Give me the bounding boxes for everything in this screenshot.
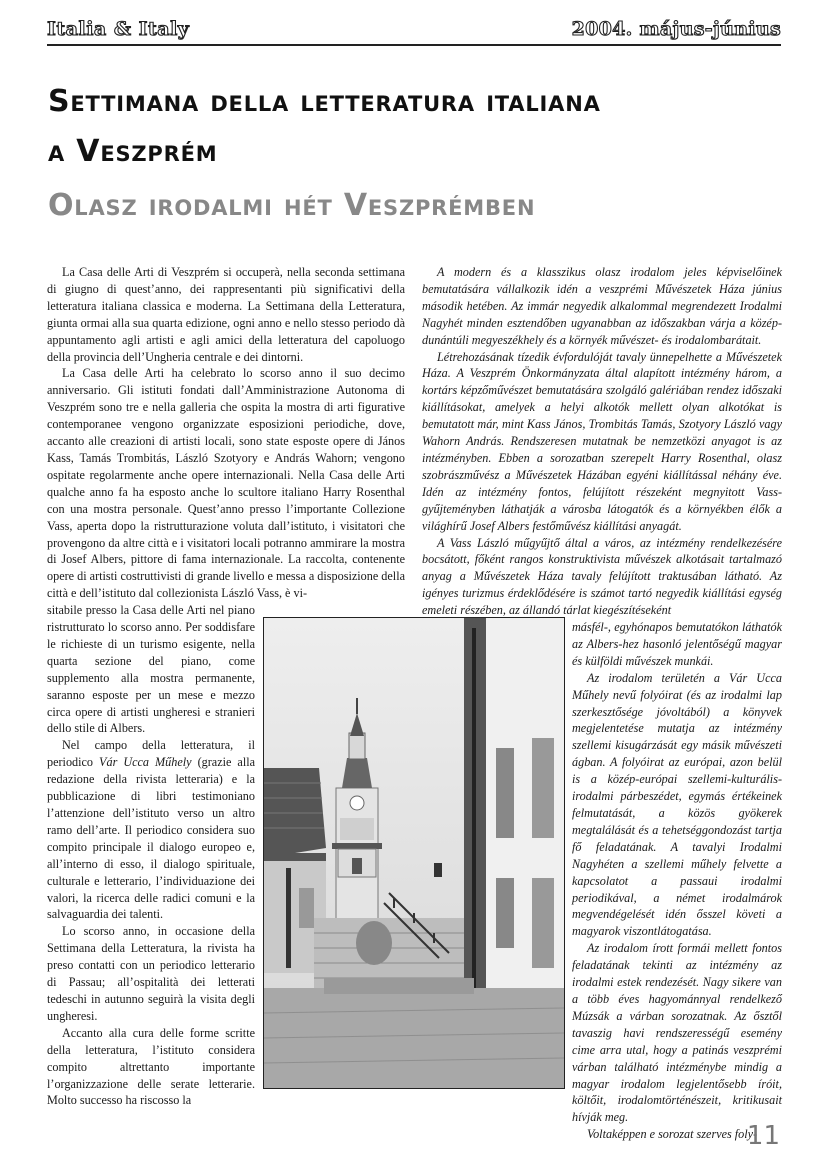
paragraph: Lo scorso anno, in occasione della Settimana della Letteratura, la rivista ha preso contatti con un periodico letterario di Passau; all’ospitalità dei letterati tedeschi in autunno seguirà la visita degli ungheresi.: [47, 924, 255, 1023]
page-number: 11: [746, 1121, 780, 1151]
article-title-line-1: Settimana della letteratura italiana: [48, 84, 601, 119]
paragraph: Az irodalom írott formái mellett fontos feladatának tekinti az intézmény az irodalmi estek rendezését. Nagy sikere van a több éves hagyománnyal rendelkező Múzsák a várban sorozatnak. Az ősztől tavaszig havi rendszerességű esemény cime arra utal, hogy a patinás veszprémi várban található intézménybe mindig a magyar irodalom legjelentősebb íróit, költőit, irodalomtörténészeit, kritikusait hívják meg.: [572, 941, 782, 1125]
paragraph: Nel campo della letteratura, il periodico Vár Ucca Műhely (grazie alla redazione della rivista letteraria) e la pubblicazione di libri testimoniano l’attenzione dell’istituto verso un altro ramo dell’arte. Il periodico considera suo compito principale il dialogo europeo e, all’interno di esso, il dialogo spirituale, culturale e letterario, l’individuazione dei valori, la ricerca delle radici comuni e la salvaguardia dei talenti.: [47, 738, 255, 922]
narrow-text-block: [47, 602, 255, 1109]
paragraph: Accanto alla cura delle forme scritte della letteratura, l’istituto considera compito altrettanto importante l’organizzazione delle serate letterarie. Molto successo ha riscosso la: [47, 1025, 255, 1108]
narrow-text-block: [572, 619, 782, 1143]
running-header: [47, 18, 781, 46]
article-subtitle-hungarian: Olasz irodalmi hét Veszprémben: [48, 188, 536, 223]
photo-veszprem-fire-tower: [263, 617, 565, 1089]
paragraph: Voltaképpen e sorozat szerves foly-: [587, 1127, 758, 1142]
paragraph: La Casa delle Arti di Veszprém si occuperà, nella seconda settimana di giugno di quest’anno, dei rappresentanti più significativi della letteratura italiana classica e moderna. La Settimana della Letteratura, giunta ormai alla sua quarta edizione, ogni anno e nello stesso periodo dà appuntamento agli artisti e agli amici della letteratura del capoluogo della provincia dell’Ungheria centrale e dei dintorni.: [47, 265, 405, 364]
article-title-line-2: a Veszprém: [48, 134, 218, 169]
paragraph: La Casa delle Arti ha celebrato lo scorso anno il suo decimo anniversario. Gli istituti fondati dall’Amministrazione Autonoma di Veszprém sono tre e nella galleria che ospita la mostra di arti figurative contemporanee vengono organizzate esposizioni periodiche, dove, accanto alle creazioni di artisti locali, sono state esposte opere di János Kass, Tamás Trombitás, László Szotyory e András Wahorn; vengono ospitate regolarmente anche opere internazionali. Nella Casa delle Arti qualche anno fa ha esposto anche lo scultore italiano Harry Rosenthal con una mostra personale. Quest’anno presso l’importante Collezione Vass, aperta dopo la ristrutturazione voluta dall’istituto, i visitatori che provengono da altre città e i visitatori locali potranno ammirare la mostra di Josef Albers, pittore di fama internazionale. La raccolta, contenente opere di artisti costruttivisti di grande livello e messa a disposizione della città e dell’istituto dal collezionista László Vass, è vi-: [47, 366, 405, 601]
paragraph: A Vass László műgyűjtő által a város, az intézmény rendelkezésére bocsátott, főként rangos konstruktivista művészek alkotásait tartalmazó anyag a Művészetek Háza tavaly felújított traktusában látható. Az igényes turizmus érdeklődésére is számot tartó negyedik kiállítási egység emeleti részében, az állandó tárlat kiegészítéseként: [422, 535, 782, 618]
paragraph: Az irodalom területén a Vár Ucca Műhely nevű folyóirat (és az irodalmi lap szerkesztősége jóvoltából) a könyvek megjelentetése mutatja az intézmény szellemi kisugárzását egy másik művészeti ágban. A folyóirat az európai, azon belül is a közép-európai szellemi-kulturális-irodalmi párbeszédet, egymás értékeinek felmutatását, a közös gyökerek megtalálását és a tehetséggondozást tartja fő feladatának. A tavalyi Irodalmi Nagyhéten a szellemi műhely felvette a kapcsolatot a passaui irodalmi periodikával, a német irodalmárok megvendégelését idén ősszel követi a magyarok viszontlátogatása.: [572, 670, 782, 939]
paragraph: A modern és a klasszikus olasz irodalom jeles képviselőinek bemutatására vállalkozik idén a veszprémi Művészetek Háza június második hetében. Az immár negyedik alkalommal megrendezett Irodalmi Nagyhét minden esztendőben ugyanabban az időszakban várja a közép-dunántúli megyeszékhely és a környék művészet- és irodalombarátait.: [422, 265, 782, 347]
paragraph: sitabile presso la Casa delle Arti nel piano ristrutturato lo scorso anno. Per soddisfare le richieste di un turismo esigente, nella quarta sezione del piano, come supplemento alla mostra permanente, saranno esposte per un mese e mezzo circa opere di artisti ungheresi e stranieri dello stile di Albers.: [47, 603, 255, 736]
paragraph: Létrehozásának tízedik évfordulóját tavaly ünnepelhette a Művészetek Háza. A Veszprém Önkormányzata által alapított intézmény három, a kortárs képzőművészet bemutatására szolgáló galériában rendez időszaki kiállításokat, amelyek a helyi alkotók mellett olyan alkotókat is bemutatott már, mint Kass János, Trombitás Tamás, Szotyory László vagy Wahorn András. Rendszeresen mutatnak be nemzetközi anyagot is az intézményben. Ebben a sorozatban szerepelt Harry Rosenthal, olasz szobrászművész a Művészetek Házában egyéni kiállítással néhány éve. Idén az intézmény fontos, felújított részeként megnyitott Vass-gyűjteményben láthatják a városba látogatók és a környékben élők a világhírű Josef Albers festőművész kiállítási anyagát.: [422, 349, 782, 533]
header-section-title: Italia & Italy: [47, 18, 190, 40]
header-issue-date: 2004. május-június: [571, 18, 781, 40]
paragraph: másfél-, egyhónapos bemutatókon láthatók az Albers-hez hasonló jelentőségű magyar és külföldi művészek munkái.: [572, 620, 782, 668]
street-scene-image: [264, 618, 564, 1088]
